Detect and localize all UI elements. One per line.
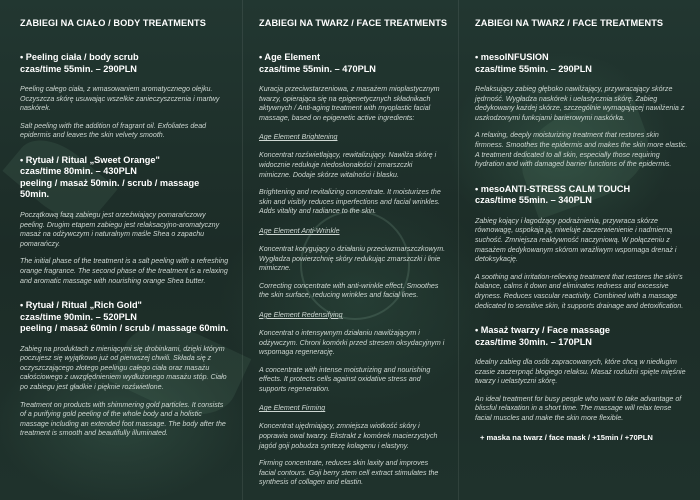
section-heading: Age Element Brightening <box>259 133 338 142</box>
treatment-age-element <box>259 52 446 488</box>
treatment-duration: peeling / masaż 50min. / scrub / massage 50min. <box>20 177 200 200</box>
section-heading: Age Element Firming <box>259 404 326 413</box>
section-en: Firming concentrate, reduces skin laxity and improves facial contours. Goji berry stem cell extract stimulates the synthesis of collagen and elastin. <box>259 459 439 487</box>
section-pl: Koncentrat ujędrniający, zmniejsza wiotkość skóry i poprawia owal twarzy. Ekstrakt z komórek macierzystych jagód goji pobudza syntezę kolagenu i elastyny. <box>259 422 438 450</box>
treatment-duration: peeling / masaż 60min / scrub / massage 60min. <box>20 323 229 334</box>
description-pl: Zabieg na produktach z mieniącymi się drobinkami, dzięki którym poczujesz się wyjątkowo już od pierwszej chwili. Składa się z oczyszczającego złotego peelingu całego ciała oraz masażu całościowego z uwzględnieniem wydłużonego masażu stóp. Ciało po zabiegu jest gładkie i pięknie rozświetlone. <box>20 344 227 391</box>
column-heading: ZABIEGI NA CIAŁO / BODY TREATMENTS <box>20 18 206 28</box>
treatment-price: czas/time 55min. – 340PLN <box>475 195 592 206</box>
treatment-rich-gold <box>20 300 230 439</box>
treatment-body-scrub <box>20 52 230 141</box>
column-heading: ZABIEGI NA TWARZ / FACE TREATMENTS <box>475 18 664 28</box>
treatment-title: • Age Element <box>259 52 321 62</box>
treatment-price: czas/time 90min. – 520PLN <box>20 311 137 322</box>
treatment-intro: Kuracja przeciwstarzeniowa, z masażem mioplastycznym twarzy, opierająca się na epigenetycznych składnikach aktywnych / Anti-aging treatment with myoplastic facial massage, based on epigenetic active ingredients: <box>259 85 440 122</box>
face-treatments-column-2 <box>459 0 700 500</box>
treatment-price: czas/time 55min. – 470PLN <box>259 63 376 74</box>
section-en: Correcting concentrate with anti-wrinkle effect. Smoothes the skin surface, reducing wrinkles and facial lines. <box>259 281 439 300</box>
description-en: A relaxing, deeply moisturizing treatment that restores skin firmness. Smoothes the epidermis and makes the skin more elastic. A treatment dedicated to all skin, especially those requiring hydration and with damaged barrier functions of the epidermis. <box>475 131 688 169</box>
description-pl: Idealny zabieg dla osób zapracowanych, które chcą w niedługim czasie zaczerpnąć błogiego relaksu. Masaż rozluźni spięte mięśnie twarzy i uelastyczni skórę. <box>475 358 686 386</box>
face-treatments-column <box>242 0 459 500</box>
column-heading: ZABIEGI NA TWARZ / FACE TREATMENTS <box>259 18 448 28</box>
treatment-meso-anti-stress <box>475 184 688 311</box>
section-en: Brightening and revitalizing concentrate. It moisturizes the skin and visibly reduces imperfections and facial wrinkles. Adds vitality and radiance to the skin. <box>259 188 441 216</box>
description-pl: Zabieg kojący i łagodzący podrażnienia, przywraca skórze równowagę, uspokaja ją, niweluje zaczerwienienie i nadmierną suchość. Zmniejsza reaktywność naczyniową. W połączeniu z masażem dedykowanym skórom wrażliwym wspomaga drenaż i detoksykację. <box>475 216 677 264</box>
treatment-price: czas/time 80min. – 430PLN <box>20 166 137 177</box>
treatment-mesoinfusion <box>475 52 688 170</box>
section-heading: Age Element Redensifying <box>259 310 343 319</box>
description-en: Salt peeling with the addition of fragrant oil. Exfoliates dead epidermis and leaves the skin velvety smooth. <box>20 121 207 140</box>
treatment-title: • mesoINFUSION <box>475 52 549 62</box>
body-treatments-column <box>0 0 242 500</box>
treatment-price: czas/time 55min. – 290PLN <box>475 63 592 74</box>
addon-face-mask: + maska na twarz / face mask / +15min / +70PLN <box>480 432 653 442</box>
treatment-price: czas/time 55min. – 290PLN <box>20 63 137 74</box>
section-pl: Koncentrat rozświetlający, rewitalizujący. Nawilża skórę i widocznie redukuje niedoskonałości i zmarszczki mimiczne. Dodaje skórze witalności i blasku. <box>259 151 437 179</box>
description-en: A soothing and irritation-relieving treatment that restores the skin's balance, calms it down and eliminates redness and excessive dryness. Reduces vascular reactivity. Combined with a massage dedicated to sensitive skin, it supports drainage and detoxification. <box>475 272 684 310</box>
description-en: The initial phase of the treatment is a salt peeling with a refreshing orange fragrance. The second phase of the treatment is a relaxing and aromatic massage with nourishing orange Shea butter. <box>20 257 229 285</box>
section-pl: Koncentrat korygujący o działaniu przeciwzmarszczkowym. Wygładza powierzchnię skóry redukując zmarszczki i linie mimiczne. <box>259 244 446 273</box>
treatment-face-massage <box>475 325 688 442</box>
section-en: A concentrate with intense moisturizing and nourishing effects. It protects cells against oxidative stress and supports regeneration. <box>259 365 431 393</box>
section-pl: Koncentrat o intensywnym działaniu nawilżającym i odżywczym. Chroni komórki przed stresem oksydacyjnym i wspomaga regenerację. <box>259 328 445 357</box>
section-heading: Age Element Anti-Wrinkle <box>259 226 340 235</box>
treatment-price: czas/time 30min. – 170PLN <box>475 336 592 347</box>
description-en: Treatment on products with shimmering gold particles. It consists of a purifying gold peeling of the whole body and a holistic massage including an extended foot massage. The body after the treatment is smooth and beautifully illuminated. <box>20 400 226 438</box>
treatment-title: • Peeling ciała / body scrub <box>20 52 139 62</box>
description-pl: Peeling całego ciała, z wmasowaniem aromatycznego olejku. Oczyszcza skórę usuwając wszelkie zanieczyszczenia i martwy naskórek. <box>20 85 220 113</box>
treatment-title: • Rytuał / Ritual „Rich Gold" <box>20 300 142 311</box>
treatment-title: • mesoANTI-STRESS CALM TOUCH <box>475 183 631 194</box>
treatment-title: • Masaż twarzy / Face massage <box>475 325 610 336</box>
description-en: An ideal treatment for busy people who want to take advantage of blissful relaxation in a short time. The massage will relax tense facial muscles and make the skin more flexible. <box>475 394 682 423</box>
treatment-sweet-orange <box>20 155 230 286</box>
description-pl: Początkową fazą zabiegu jest orzeźwiający pomarańczowy peeling. Drugim etapem zabiegu jest relaksacyjno-aromatyczny masaż na odżywczym i naturalnym maśle Shea o zapachu pomarańczy. <box>20 210 220 248</box>
treatment-title: • Rytuał / Ritual „Sweet Orange" <box>20 154 160 165</box>
description-pl: Relaksujący zabieg głęboko nawilżający, przywracający skórze jędrność. Wygładza naskórek i uelastycznia skórę. Zabieg dedykowany każdej skórze, szczególnie wymagającej nawilżenia z uszkodzonymi funkcjami barierowymi naskórka. <box>475 85 685 122</box>
